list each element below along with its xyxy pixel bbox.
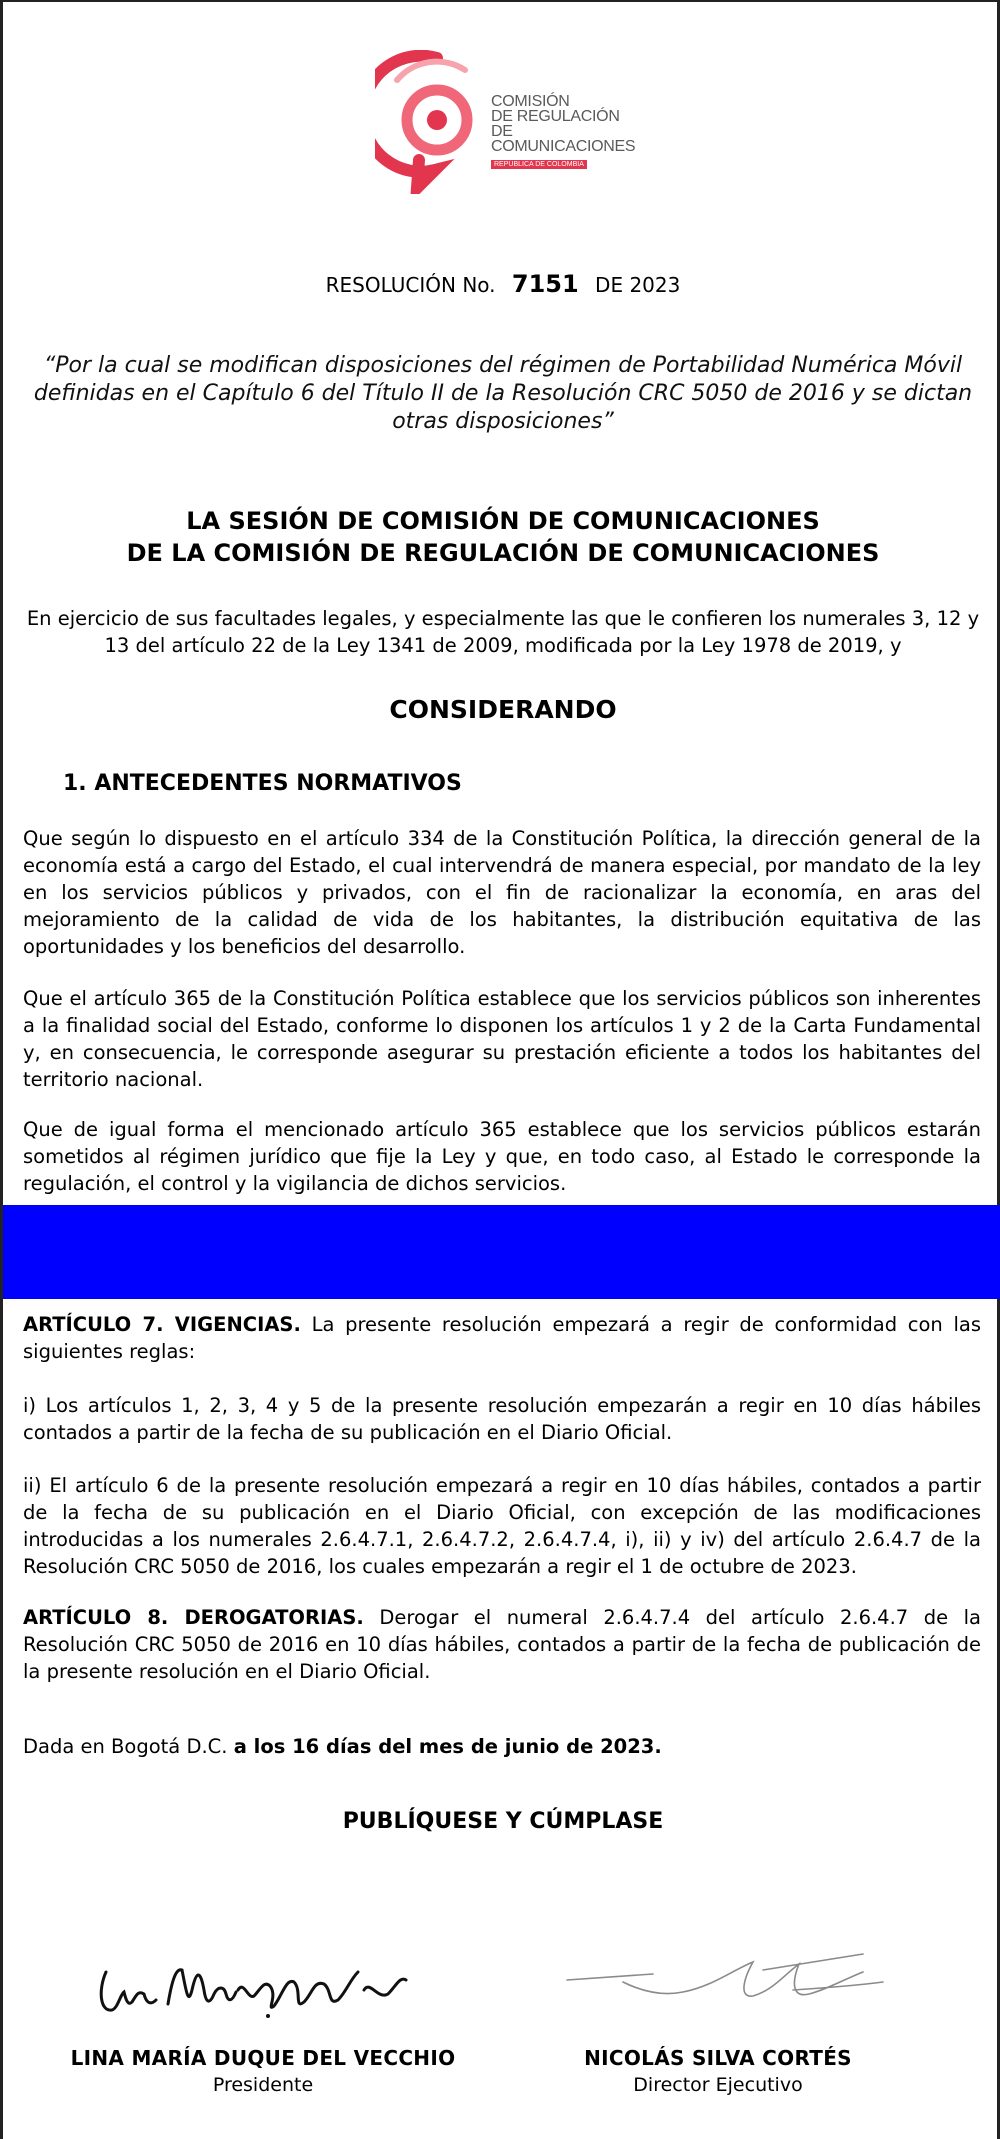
signature-1-icon xyxy=(88,1950,488,2020)
article-8-title: ARTÍCULO 8. DEROGATORIAS. xyxy=(23,1606,364,1629)
signature-2-icon xyxy=(563,1950,903,2020)
paragraph: Que de igual forma el mencionado artículo 365 establece que los servicios públicos estarán sometidos al régimen jurídico que fije la Ley y que, en todo caso, al Estado le corresponde la regulación, el control y la vigilancia de dichos servicios. xyxy=(23,1118,981,1195)
issue-date-plain: Dada en Bogotá D.C. xyxy=(23,1735,234,1758)
publiquese-heading: PUBLÍQUESE Y CÚMPLASE xyxy=(342,1809,664,1834)
logo-tag: REPÚBLICA DE COLOMBIA xyxy=(491,160,587,169)
intro-paragraph: En ejercicio de sus facultades legales, y especialmente las que le confieren los numerales 3, 12 y 13 del artículo 22 de la Ley 1341 de 2009, modificada por la Ley 1978 de 2019, y xyxy=(26,607,980,657)
logo-line-2: DE REGULACIÓN xyxy=(491,108,620,125)
issuer-heading xyxy=(23,505,983,569)
section-heading: 1. ANTECEDENTES NORMATIVOS xyxy=(63,771,462,796)
issue-date-bold: a los 16 días del mes de junio de 2023. xyxy=(233,1735,662,1758)
signer-2-role: Director Ejecutivo xyxy=(633,2074,803,2096)
article-8-body: Derogar el numeral 2.6.4.7.4 del artículo 2.6.4.7 de la Resolución CRC 5050 de 2016 en 10 días hábiles, contados a partir de la fecha de publicación de la presente resolución en el Diario Oficial. xyxy=(23,1606,981,1683)
redaction-bar xyxy=(3,1205,1000,1299)
signer-1 xyxy=(53,2046,473,2096)
crc-logo xyxy=(375,50,655,194)
signer-2-name: NICOLÁS SILVA CORTÉS xyxy=(584,2046,852,2070)
signer-1-name: LINA MARÍA DUQUE DEL VECCHIO xyxy=(70,2046,456,2070)
resolution-number: 7151 xyxy=(511,270,579,298)
article-7-item-ii: ii) El artículo 6 de la presente resolución empezará a regir en 10 días hábiles, contados a partir de la fecha de su publicación en el Diario Oficial, con excepción de las modificaciones introducidas a los numerales 2.6.4.7.1, 2.6.4.7.2, 2.6.4.7.4, i), ii) y iv) del artículo 2.6.4.7 de la Resolución CRC 5050 de 2016, los cuales empezarán a regir el 1 de octubre de 2023. xyxy=(23,1474,981,1578)
issue-date xyxy=(23,1733,981,1760)
crc-logo-mark-icon xyxy=(375,50,485,194)
article-8 xyxy=(23,1604,981,1685)
article-7-body: La presente resolución empezará a regir de conformidad con las siguientes reglas: xyxy=(23,1313,981,1363)
issuer-heading-line-1: LA SESIÓN DE COMISIÓN DE COMUNICACIONES xyxy=(186,507,820,535)
article-7 xyxy=(23,1311,981,1365)
logo-text xyxy=(491,94,655,169)
paragraph: Que el artículo 365 de la Constitución Política establece que los servicios públicos son inherentes a la finalidad social del Estado, conforme lo disponen los artículos 1 y 2 de la Carta Fundamental y, en consecuencia, le corresponde asegurar su prestación eficiente a todos los habitantes del territorio nacional. xyxy=(23,987,981,1091)
issuer-heading-line-2: DE LA COMISIÓN DE REGULACIÓN DE COMUNICACIONES xyxy=(126,539,880,567)
article-7-item-i: i) Los artículos 1, 2, 3, 4 y 5 de la presente resolución empezarán a regir en 10 días hábiles contados a partir de la fecha de su publicación en el Diario Oficial. xyxy=(23,1394,981,1444)
resolution-suffix: DE 2023 xyxy=(595,273,681,297)
resolution-prefix: RESOLUCIÓN No. xyxy=(325,273,496,297)
logo-line-3: DE COMUNICACIONES xyxy=(491,123,636,155)
signer-1-role: Presidente xyxy=(212,2074,314,2096)
logo-line-1: COMISIÓN xyxy=(491,93,570,110)
paragraph: Que según lo dispuesto en el artículo 334 de la Constitución Política, la dirección general de la economía está a cargo del Estado, el cual intervendrá de manera especial, por mandato de la ley en los servicios públicos y privados, con el fin de racionalizar la economía, en aras del mejoramiento de la calidad de vida de los habitantes, la distribución equitativa de las oportunidades y los beneficios del desarrollo. xyxy=(23,827,981,958)
considerando-heading: CONSIDERANDO xyxy=(389,695,617,724)
resolution-title: “Por la cual se modifican disposiciones del régimen de Portabilidad Numérica Móvil definidas en el Capítulo 6 del Título II de la Resolución CRC 5050 de 2016 y se dictan otras disposiciones” xyxy=(33,353,973,434)
resolution-number-line xyxy=(23,270,983,298)
article-7-title: ARTÍCULO 7. VIGENCIAS. xyxy=(23,1313,301,1336)
signer-2 xyxy=(508,2046,928,2096)
